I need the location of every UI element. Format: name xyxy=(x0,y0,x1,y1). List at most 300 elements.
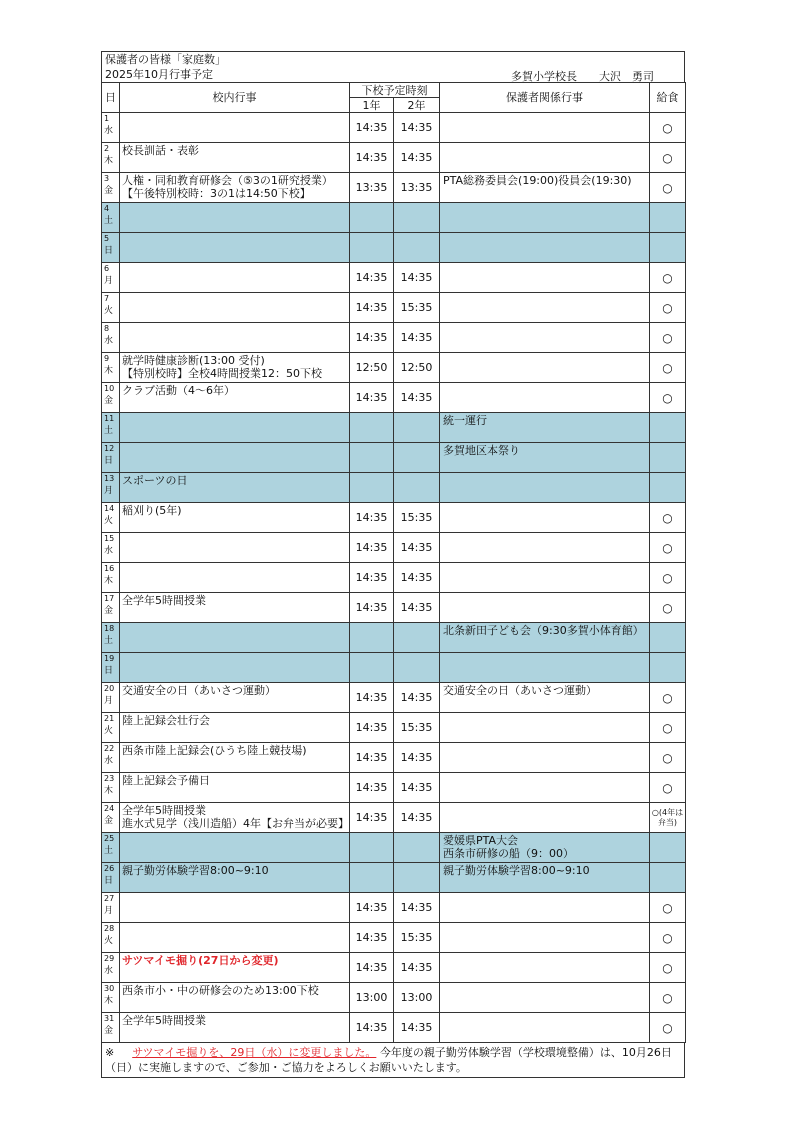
weekday: 月 xyxy=(104,696,114,706)
table-row xyxy=(102,653,686,683)
weekday: 月 xyxy=(104,906,114,916)
header-title-line xyxy=(101,67,685,82)
day-cell xyxy=(102,293,120,323)
school-event-cell xyxy=(120,233,350,263)
lunch-cell: ○ xyxy=(650,173,686,203)
table-row xyxy=(102,263,686,293)
parent-event: 多賀地区本祭り xyxy=(443,444,520,457)
lunch-cell xyxy=(650,203,686,233)
grade1-time xyxy=(350,443,394,473)
lunch-cell: ○ xyxy=(650,113,686,143)
parent-event-cell xyxy=(440,713,650,743)
parent-event-cell xyxy=(440,113,650,143)
school-event-cell xyxy=(120,953,350,983)
table-row xyxy=(102,863,686,893)
table-row xyxy=(102,893,686,923)
grade2-time: 15:35 xyxy=(394,923,440,953)
lunch-cell: ○ xyxy=(650,713,686,743)
school-event-cell xyxy=(120,383,350,413)
day-cell xyxy=(102,893,120,923)
lunch-cell: ○ xyxy=(650,683,686,713)
lunch-cell: ○ xyxy=(650,143,686,173)
schedule-title: 2025年10月行事予定 xyxy=(105,68,213,81)
grade2-time xyxy=(394,443,440,473)
grade2-time: 14:35 xyxy=(394,533,440,563)
note-highlight: サツマイモ掘りを、29日（水）に変更しました。 xyxy=(132,1046,377,1059)
parent-event-cell xyxy=(440,563,650,593)
school-event-cell xyxy=(120,983,350,1013)
footer-note xyxy=(101,1043,685,1078)
school-event: 稲刈り(5年) xyxy=(122,504,182,517)
day-cell xyxy=(102,623,120,653)
school-event: クラブ活動（4～6年） xyxy=(122,384,235,397)
parent-event-cell xyxy=(440,443,650,473)
grade2-time xyxy=(394,623,440,653)
weekday: 日 xyxy=(104,876,114,886)
day-number: 17 xyxy=(104,594,115,603)
day-cell xyxy=(102,203,120,233)
day-number: 21 xyxy=(104,714,115,723)
parent-event-cell xyxy=(440,683,650,713)
day-cell xyxy=(102,233,120,263)
col-dismissal: 下校予定時刻 xyxy=(350,83,440,98)
school-event-cell xyxy=(120,173,350,203)
parent-event-cell xyxy=(440,293,650,323)
lunch-cell: ○ xyxy=(650,323,686,353)
parent-event-cell xyxy=(440,923,650,953)
grade2-time xyxy=(394,473,440,503)
day-cell xyxy=(102,323,120,353)
grade1-time: 14:35 xyxy=(350,263,394,293)
table-row xyxy=(102,353,686,383)
lunch-cell: ○(4年は弁当) xyxy=(650,803,686,833)
day-number: 29 xyxy=(104,954,115,963)
grade1-time xyxy=(350,863,394,893)
day-number: 7 xyxy=(104,294,110,303)
table-row xyxy=(102,923,686,953)
day-number: 23 xyxy=(104,774,115,783)
weekday: 水 xyxy=(104,336,114,346)
lunch-cell: ○ xyxy=(650,953,686,983)
day-cell xyxy=(102,983,120,1013)
parent-event-cell xyxy=(440,533,650,563)
weekday: 木 xyxy=(104,576,114,586)
table-row xyxy=(102,203,686,233)
day-number: 13 xyxy=(104,474,115,483)
grade1-time: 14:35 xyxy=(350,533,394,563)
grade1-time: 14:35 xyxy=(350,323,394,353)
parent-event-cell xyxy=(440,833,650,863)
lunch-cell xyxy=(650,443,686,473)
lunch-cell: ○ xyxy=(650,533,686,563)
weekday: 月 xyxy=(104,276,114,286)
grade1-time: 14:35 xyxy=(350,383,394,413)
day-number: 16 xyxy=(104,564,115,573)
parent-event: 北条新田子ども会（9:30多賀小体育館） xyxy=(443,624,644,637)
weekday: 日 xyxy=(104,456,114,466)
day-cell xyxy=(102,743,120,773)
grade1-time: 14:35 xyxy=(350,773,394,803)
table-row xyxy=(102,173,686,203)
day-number: 27 xyxy=(104,894,115,903)
parent-event-cell xyxy=(440,203,650,233)
parent-event-cell xyxy=(440,893,650,923)
parent-event-cell xyxy=(440,233,650,263)
day-number: 28 xyxy=(104,924,115,933)
parent-event-cell xyxy=(440,773,650,803)
day-cell xyxy=(102,773,120,803)
day-number: 18 xyxy=(104,624,115,633)
table-row xyxy=(102,743,686,773)
lunch-cell: ○ xyxy=(650,743,686,773)
day-number: 8 xyxy=(104,324,110,333)
school-event: 就学時健康診断(13:00 受付) xyxy=(122,354,265,367)
parent-event-cell xyxy=(440,263,650,293)
grade1-time: 14:35 xyxy=(350,293,394,323)
school-event-cell xyxy=(120,653,350,683)
grade2-time: 14:35 xyxy=(394,743,440,773)
parent-event-cell xyxy=(440,743,650,773)
school-event: 全学年5時間授業 xyxy=(122,594,206,607)
weekday: 水 xyxy=(104,546,114,556)
school-event-cell xyxy=(120,353,350,383)
grade2-time xyxy=(394,833,440,863)
school-event: 【午後特別校時：3の1は14:50下校】 xyxy=(122,187,311,200)
table-row xyxy=(102,1013,686,1043)
day-cell xyxy=(102,713,120,743)
grade2-time: 14:35 xyxy=(394,323,440,353)
day-cell xyxy=(102,563,120,593)
day-number: 11 xyxy=(104,414,115,423)
header-addressee-line xyxy=(101,51,685,67)
grade1-time: 14:35 xyxy=(350,143,394,173)
parent-event-cell xyxy=(440,173,650,203)
table-row xyxy=(102,413,686,443)
day-cell xyxy=(102,173,120,203)
lunch-cell: ○ xyxy=(650,263,686,293)
table-row xyxy=(102,593,686,623)
school-event: 【特別校時】全校4時間授業12：50下校 xyxy=(122,367,322,380)
grade2-time: 14:35 xyxy=(394,773,440,803)
weekday: 日 xyxy=(104,246,114,256)
day-number: 1 xyxy=(104,114,110,123)
day-cell xyxy=(102,143,120,173)
grade1-time: 14:35 xyxy=(350,953,394,983)
school-event: 進水式見学（浅川造船）4年【お弁当が必要】 xyxy=(122,817,349,830)
day-number: 25 xyxy=(104,834,115,843)
day-number: 5 xyxy=(104,234,110,243)
grade2-time: 15:35 xyxy=(394,293,440,323)
school-event-cell xyxy=(120,623,350,653)
table-row xyxy=(102,293,686,323)
lunch-cell xyxy=(650,653,686,683)
weekday: 水 xyxy=(104,756,114,766)
grade2-time: 13:00 xyxy=(394,983,440,1013)
addressee: 保護者の皆様「家庭数」 xyxy=(105,53,226,66)
grade1-time: 13:35 xyxy=(350,173,394,203)
grade1-time: 14:35 xyxy=(350,743,394,773)
day-number: 30 xyxy=(104,984,115,993)
day-number: 19 xyxy=(104,654,115,663)
grade1-time xyxy=(350,833,394,863)
weekday: 土 xyxy=(104,636,114,646)
table-row xyxy=(102,683,686,713)
grade1-time: 14:35 xyxy=(350,503,394,533)
grade2-time: 14:35 xyxy=(394,1013,440,1043)
grade2-time: 14:35 xyxy=(394,563,440,593)
weekday: 金 xyxy=(104,1026,114,1036)
col-grade2: 2年 xyxy=(394,98,440,113)
grade2-time xyxy=(394,203,440,233)
table-row xyxy=(102,233,686,263)
lunch-cell: ○ xyxy=(650,773,686,803)
schedule-rows xyxy=(102,113,686,1043)
weekday: 金 xyxy=(104,816,114,826)
school-event-cell xyxy=(120,803,350,833)
parent-event-cell xyxy=(440,983,650,1013)
parent-event: PTA総務委員会(19:00)役員会(19:30) xyxy=(443,174,632,187)
lunch-cell: ○ xyxy=(650,893,686,923)
day-number: 20 xyxy=(104,684,115,693)
lunch-cell: ○ xyxy=(650,353,686,383)
day-cell xyxy=(102,443,120,473)
school-event-cell xyxy=(120,1013,350,1043)
school-event: 全学年5時間授業 xyxy=(122,1014,206,1027)
weekday: 火 xyxy=(104,936,114,946)
lunch-cell: ○ xyxy=(650,293,686,323)
day-cell xyxy=(102,383,120,413)
table-row xyxy=(102,503,686,533)
col-lunch: 給食 xyxy=(650,83,686,113)
day-cell xyxy=(102,1013,120,1043)
grade2-time: 15:35 xyxy=(394,713,440,743)
school-event-cell xyxy=(120,563,350,593)
school-event-cell xyxy=(120,713,350,743)
school-event-cell xyxy=(120,413,350,443)
table-row xyxy=(102,473,686,503)
grade2-time: 14:35 xyxy=(394,803,440,833)
lunch-cell xyxy=(650,623,686,653)
grade2-time xyxy=(394,233,440,263)
schedule-table xyxy=(101,82,686,1043)
school-event-cell xyxy=(120,893,350,923)
day-number: 14 xyxy=(104,504,115,513)
day-cell xyxy=(102,263,120,293)
grade1-time: 14:35 xyxy=(350,713,394,743)
table-row xyxy=(102,773,686,803)
day-cell xyxy=(102,503,120,533)
weekday: 火 xyxy=(104,306,114,316)
weekday: 土 xyxy=(104,846,114,856)
school-event-cell xyxy=(120,863,350,893)
school-event-cell xyxy=(120,443,350,473)
parent-event-cell xyxy=(440,593,650,623)
lunch-cell: ○ xyxy=(650,923,686,953)
parent-event: 交通安全の日（あいさつ運動） xyxy=(443,684,597,697)
day-number: 31 xyxy=(104,1014,115,1023)
school-event-cell xyxy=(120,533,350,563)
school-event-cell xyxy=(120,503,350,533)
col-day: 日 xyxy=(102,83,120,113)
grade2-time: 14:35 xyxy=(394,893,440,923)
parent-event-cell xyxy=(440,653,650,683)
parent-event-cell xyxy=(440,473,650,503)
school-event: 全学年5時間授業 xyxy=(122,804,206,817)
school-event: 西条市陸上記録会(ひうち陸上競技場) xyxy=(122,744,307,757)
table-row xyxy=(102,803,686,833)
lunch-cell xyxy=(650,833,686,863)
school-event: サツマイモ掘り(27日から変更) xyxy=(122,954,279,967)
table-row xyxy=(102,143,686,173)
table-row xyxy=(102,713,686,743)
day-cell xyxy=(102,353,120,383)
day-number: 15 xyxy=(104,534,115,543)
school-event-cell xyxy=(120,143,350,173)
school-event-cell xyxy=(120,683,350,713)
note-mark: ※ xyxy=(105,1046,115,1059)
day-cell xyxy=(102,863,120,893)
day-cell xyxy=(102,593,120,623)
grade2-time xyxy=(394,863,440,893)
weekday: 金 xyxy=(104,396,114,406)
lunch-cell: ○ xyxy=(650,563,686,593)
day-number: 6 xyxy=(104,264,110,273)
parent-event-cell xyxy=(440,383,650,413)
day-number: 24 xyxy=(104,804,115,813)
col-parent-events: 保護者関係行事 xyxy=(440,83,650,113)
parent-event-cell xyxy=(440,1013,650,1043)
weekday: 水 xyxy=(104,126,114,136)
parent-event-cell xyxy=(440,323,650,353)
weekday: 木 xyxy=(104,786,114,796)
weekday: 木 xyxy=(104,366,114,376)
weekday: 土 xyxy=(104,426,114,436)
weekday: 土 xyxy=(104,216,114,226)
school-event-cell xyxy=(120,473,350,503)
table-row xyxy=(102,833,686,863)
school-event-cell xyxy=(120,593,350,623)
col-school-events: 校内行事 xyxy=(120,83,350,113)
grade2-time: 15:35 xyxy=(394,503,440,533)
day-cell xyxy=(102,653,120,683)
grade2-time: 14:35 xyxy=(394,683,440,713)
school-event-cell xyxy=(120,773,350,803)
grade1-time xyxy=(350,233,394,263)
grade2-time xyxy=(394,413,440,443)
grade1-time xyxy=(350,473,394,503)
grade2-time: 14:35 xyxy=(394,383,440,413)
school-event-cell xyxy=(120,293,350,323)
day-number: 4 xyxy=(104,204,110,213)
lunch-cell: ○ xyxy=(650,1013,686,1043)
day-cell xyxy=(102,413,120,443)
grade1-time: 14:35 xyxy=(350,563,394,593)
grade1-time xyxy=(350,203,394,233)
school-event-cell xyxy=(120,203,350,233)
day-number: 26 xyxy=(104,864,115,873)
lunch-cell: ○ xyxy=(650,383,686,413)
parent-event: 親子勤労体験学習8:00~9:10 xyxy=(443,864,590,877)
weekday: 火 xyxy=(104,516,114,526)
grade2-time: 14:35 xyxy=(394,113,440,143)
weekday: 火 xyxy=(104,726,114,736)
grade1-time: 14:35 xyxy=(350,1013,394,1043)
grade2-time: 14:35 xyxy=(394,593,440,623)
grade1-time: 12:50 xyxy=(350,353,394,383)
table-row xyxy=(102,443,686,473)
table-row xyxy=(102,533,686,563)
table-row xyxy=(102,113,686,143)
col-grade1: 1年 xyxy=(350,98,394,113)
table-row xyxy=(102,323,686,353)
day-number: 2 xyxy=(104,144,110,153)
day-cell xyxy=(102,683,120,713)
table-row xyxy=(102,953,686,983)
table-row xyxy=(102,623,686,653)
day-cell xyxy=(102,803,120,833)
parent-event-cell xyxy=(440,863,650,893)
day-cell xyxy=(102,923,120,953)
grade2-time: 14:35 xyxy=(394,143,440,173)
lunch-cell xyxy=(650,233,686,263)
day-cell xyxy=(102,113,120,143)
grade1-time: 14:35 xyxy=(350,593,394,623)
parent-event-cell xyxy=(440,143,650,173)
day-number: 3 xyxy=(104,174,110,183)
grade2-time: 14:35 xyxy=(394,263,440,293)
day-cell xyxy=(102,953,120,983)
grade1-time: 14:35 xyxy=(350,803,394,833)
parent-event-cell xyxy=(440,353,650,383)
grade1-time: 14:35 xyxy=(350,923,394,953)
grade1-time xyxy=(350,623,394,653)
school-event: 人権・同和教育研修会（⑤3の1研究授業） xyxy=(122,174,333,187)
grade1-time: 14:35 xyxy=(350,893,394,923)
weekday: 金 xyxy=(104,606,114,616)
school-event-cell xyxy=(120,113,350,143)
schedule-sheet xyxy=(101,51,685,1078)
day-number: 22 xyxy=(104,744,115,753)
grade1-time: 14:35 xyxy=(350,683,394,713)
parent-event-cell xyxy=(440,503,650,533)
parent-event-cell xyxy=(440,803,650,833)
school-event-cell xyxy=(120,833,350,863)
school-event: 親子勤労体験学習8:00~9:10 xyxy=(122,864,269,877)
school-event: スポーツの日 xyxy=(122,474,188,487)
grade1-time: 13:00 xyxy=(350,983,394,1013)
weekday: 水 xyxy=(104,966,114,976)
weekday: 木 xyxy=(104,156,114,166)
weekday: 月 xyxy=(104,486,114,496)
lunch-cell: ○ xyxy=(650,983,686,1013)
lunch-cell xyxy=(650,863,686,893)
lunch-cell: ○ xyxy=(650,503,686,533)
parent-event: 統一運行 xyxy=(443,414,487,427)
parent-event-cell xyxy=(440,623,650,653)
school-event: 陸上記録会予備日 xyxy=(122,774,210,787)
school-event: 交通安全の日（あいさつ運動） xyxy=(122,684,276,697)
grade2-time: 13:35 xyxy=(394,173,440,203)
grade2-time xyxy=(394,653,440,683)
parent-event-cell xyxy=(440,953,650,983)
table-row xyxy=(102,563,686,593)
table-row xyxy=(102,983,686,1013)
school-event-cell xyxy=(120,743,350,773)
table-row xyxy=(102,383,686,413)
day-number: 12 xyxy=(104,444,115,453)
school-event: 校長訓話・表彰 xyxy=(122,144,199,157)
grade2-time: 12:50 xyxy=(394,353,440,383)
